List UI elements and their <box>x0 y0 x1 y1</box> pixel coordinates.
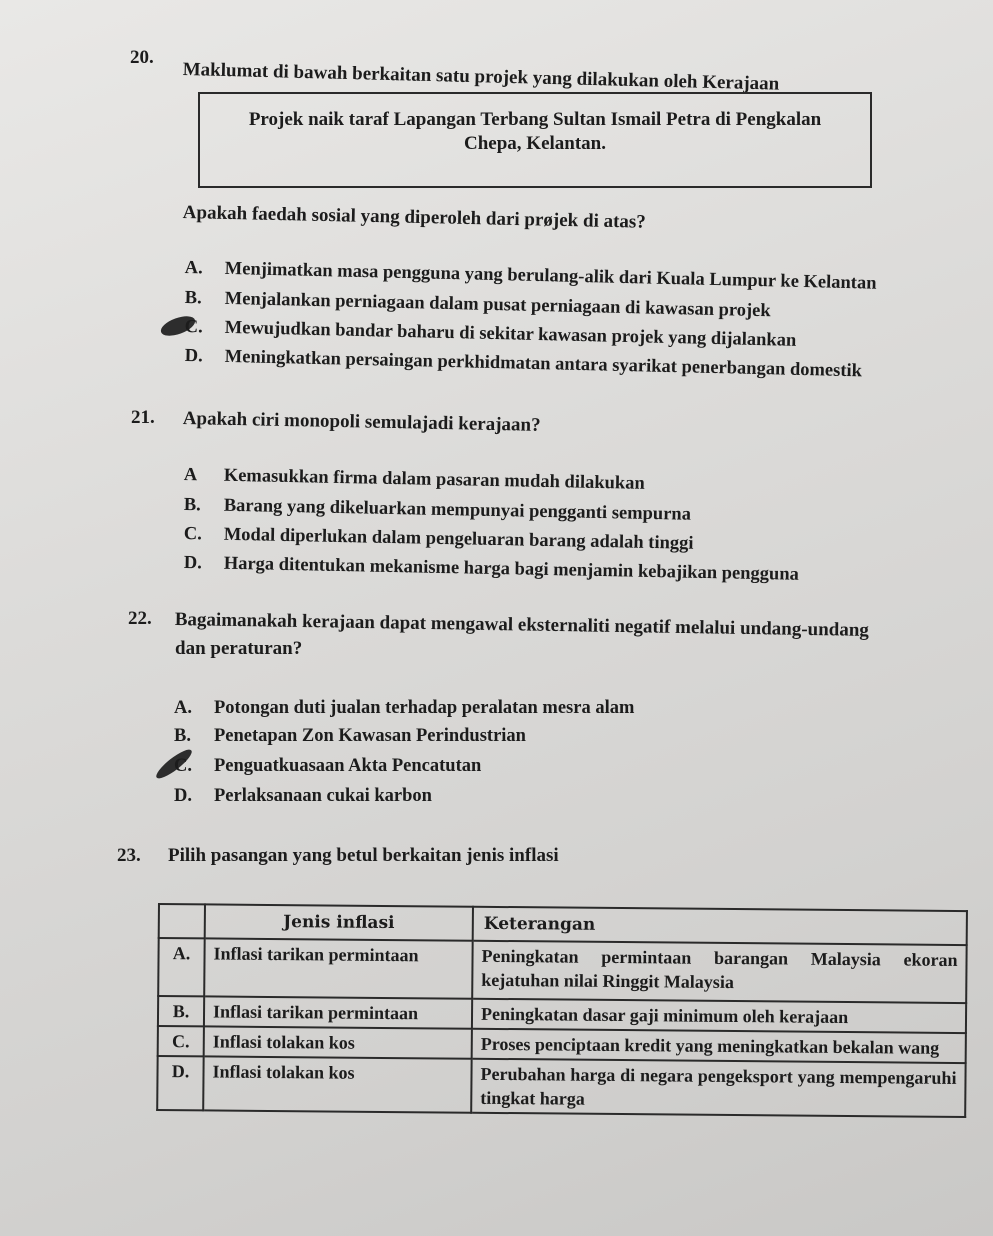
table-row-jenis: Inflasi tarikan permintaan <box>204 938 472 998</box>
q20-option-c-letter: C. <box>184 317 203 338</box>
q20-option-a-letter: A. <box>184 258 203 279</box>
q22-option-a[interactable] <box>174 698 634 719</box>
q22-number: 22. <box>128 608 152 629</box>
table-row-keterangan: Proses penciptaan kredit yang meningkatkan bekalan wang <box>472 1029 966 1063</box>
table-header-keterangan: Keterangan <box>473 907 967 945</box>
table-row-letter: C. <box>158 1026 204 1056</box>
q20-option-b[interactable] <box>185 288 771 322</box>
q20-question: Apakah faedah sosial yang diperoleh dari prøjek di atas? <box>182 202 647 233</box>
q22-option-d[interactable] <box>174 786 432 807</box>
q22-option-a-text: Potongan duti jualan terhadap peralatan mesra alam <box>214 698 635 718</box>
q20-option-a-text: Menjimatkan masa pengguna yang berulang-alik dari Kuala Lumpur ke Kelantan <box>224 258 877 294</box>
q21-option-a[interactable] <box>184 465 645 495</box>
q20-option-c-text: Mewujudkan bandar baharu di sekitar kawasan projek yang dijalankan <box>224 317 797 351</box>
inflation-table <box>156 903 968 1118</box>
table-row-keterangan: Perubahan harga di negara pengeksport yang mempengaruhi tingkat harga <box>471 1059 965 1117</box>
q21-number: 21. <box>131 407 155 428</box>
q21-option-c-letter: C. <box>183 524 202 545</box>
q21-text: Apakah ciri monopoli semulajadi kerajaan? <box>182 408 541 436</box>
q22-option-b[interactable] <box>174 726 526 747</box>
q20-option-b-letter: B. <box>184 288 202 309</box>
q21-option-d[interactable] <box>184 553 799 586</box>
q20-box-line2: Chepa, Kelantan. <box>464 133 606 154</box>
table-row-keterangan: Peningkatan permintaan barangan Malaysia ekoran kejatuhan nilai Ringgit Malaysia <box>472 941 966 1003</box>
q21-option-b-letter: B. <box>183 495 201 516</box>
q20-option-d-letter: D. <box>184 346 203 367</box>
table-header-jenis: Jenis inflasi <box>205 904 473 940</box>
q22-option-c[interactable] <box>174 756 481 777</box>
q22-line2: dan peraturan? <box>175 638 303 659</box>
q21-option-d-text: Harga ditentukan mekanisme harga bagi menjamin kebajikan pengguna <box>223 553 800 585</box>
table-row-jenis: Inflasi tolakan kos <box>204 1026 472 1058</box>
q20-option-d-text: Meningkatkan persaingan perkhidmatan antara syarikat penerbangan domestik <box>224 346 863 382</box>
q23-text: Pilih pasangan yang betul berkaitan jenis inflasi <box>168 845 559 866</box>
q20-option-d[interactable] <box>185 346 863 382</box>
q22-option-d-letter: D. <box>174 786 192 806</box>
q22-option-c-text: Penguatkuasaan Akta Pencatutan <box>214 756 482 776</box>
table-row-letter: A. <box>158 938 205 996</box>
q22-option-b-letter: B. <box>174 726 191 746</box>
table-row-jenis: Inflasi tolakan kos <box>203 1056 471 1112</box>
q20-option-b-text: Menjalankan perniagaan dalam pusat perniagaan di kawasan projek <box>224 288 771 322</box>
q20-box-line1: Projek naik taraf Lapangan Terbang Sultan Ismail Petra di Pengkalan <box>248 109 822 130</box>
q20-info-box <box>198 92 872 188</box>
q21-option-d-letter: D. <box>183 553 202 574</box>
table-row-jenis: Inflasi tarikan permintaan <box>204 996 472 1028</box>
table-row-letter: D. <box>157 1056 203 1110</box>
q21-option-c-text: Modal diperlukan dalam pengeluaran barang adalah tinggi <box>223 524 694 554</box>
q20-option-c[interactable] <box>185 317 797 352</box>
q21-option-a-letter: A <box>183 465 198 486</box>
q22-line1: Bagaimanakah kerajaan dapat mengawal eksternaliti negatif melalui undang-undang <box>174 609 870 641</box>
table-row-keterangan: Peningkatan dasar gaji minimum oleh kerajaan <box>472 999 966 1033</box>
table-row-letter: B. <box>158 996 204 1026</box>
table-header-empty <box>159 904 205 938</box>
q22-option-c-letter: C. <box>174 756 192 776</box>
q20-option-a[interactable] <box>185 258 877 295</box>
q22-option-a-letter: A. <box>174 698 192 718</box>
q21-option-a-text: Kemasukkan firma dalam pasaran mudah dilakukan <box>223 465 645 494</box>
q21-option-c[interactable] <box>184 524 694 555</box>
q20-text: Maklumat di bawah berkaitan satu projek yang dilakukan oleh Kerajaan <box>182 59 780 95</box>
q20-number: 20. <box>130 47 154 68</box>
table-row[interactable] <box>158 938 966 1003</box>
q23-number: 23. <box>117 845 141 866</box>
q22-option-b-text: Penetapan Zon Kawasan Perindustrian <box>214 726 526 746</box>
q21-option-b-text: Barang yang dikeluarkan mempunyai pengganti sempurna <box>223 495 692 525</box>
q21-option-b[interactable] <box>184 495 692 526</box>
q22-option-d-text: Perlaksanaan cukai karbon <box>214 786 432 806</box>
table-row[interactable] <box>157 1056 965 1117</box>
